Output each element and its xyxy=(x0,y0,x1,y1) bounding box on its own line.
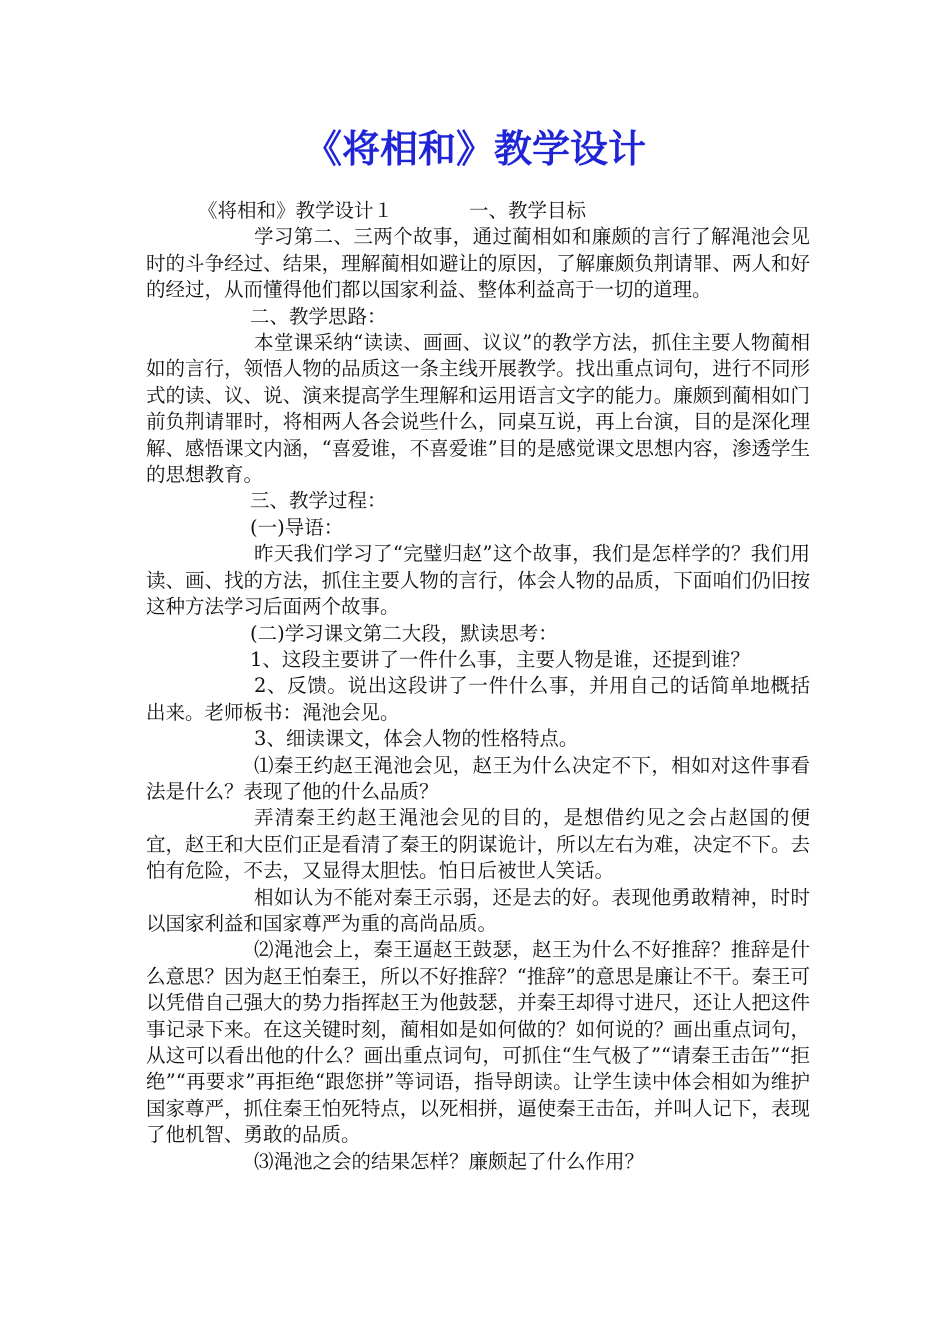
paragraph-courage: 相如认为不能对秦王示弱，还是去的好。表现他勇敢精神，时时以国家利益和国家尊严为重的高尚品质。 xyxy=(146,885,810,935)
question-1: 1、这段主要讲了一件什么事，主要人物是谁，还提到谁？ xyxy=(250,647,750,671)
section2-heading: 二、教学思路： xyxy=(250,304,387,328)
document-title: 《将相和》教学设计 xyxy=(303,127,646,171)
question-3: 3、细读课文，体会人物的性格特点。 xyxy=(254,727,579,751)
subsection-intro-heading: (一)导语： xyxy=(250,515,344,539)
question-2: 2、反馈。说出这段讲了一件什么事，并用自己的话简单地概括出来。老师板书：渑池会见。 xyxy=(146,674,810,724)
section3-heading: 三、教学过程： xyxy=(250,489,387,513)
document-body xyxy=(146,198,810,1175)
section1-heading: 一、教学目标 xyxy=(469,199,587,222)
point-1: ⑴秦王约赵王渑池会见，赵王为什么决定不下，相如对这件事看法是什么？表现了他的什么品质？ xyxy=(146,753,810,803)
paragraph-approach: 本堂课采纳“读读、画画、议议”的教学方法，抓住主要人物蔺相如的言行，领悟人物的品质这一条主线开展教学。找出重点词句，进行不同形式的读、议、说、演来提高学生理解和运用语言文字的能力。廉颇到蔺相如门前负荆请罪时，将相两人各会说些什么，同桌互说，再上台演，目的是深化理解、感悟课文内涵，“喜爱谁，不喜爱谁”目的是感觉课文思想内容，渗透学生的思想教育。 xyxy=(146,331,810,487)
paragraph-objectives: 学习第二、三两个故事，通过蔺相如和廉颇的言行了解渑池会见时的斗争经过、结果，理解蔺相如避让的原因，了解廉颇负荆请罪、两人和好的经过，从而懂得他们都以国家利益、整体利益高于一切的道理。 xyxy=(146,225,810,302)
point-3: ⑶渑池之会的结果怎样？廉颇起了什么作用？ xyxy=(254,1149,645,1173)
subsection-study-heading: (二)学习课文第二大段，默读思考： xyxy=(250,621,558,645)
paragraph-intro: 昨天我们学习了“完璧归赵”这个故事，我们是怎样学的？我们用读、画、找的方法，抓住主要人物的言行，体会人物的品质，下面咱们仍旧按这种方法学习后面两个故事。 xyxy=(146,542,810,619)
point-2: ⑵渑池会上，秦王逼赵王鼓瑟，赵王为什么不好推辞？推辞是什么意思？因为赵王怕秦王，所以不好推辞？“推辞”的意思是廉让不干。秦王可以凭借自己强大的势力指挥赵王为他鼓瑟，并秦王却得寸进尺，还让人把这件事记录下来。在这关键时刻，蔺相如是如何做的？如何说的？画出重点词句，从这可以看出他的什么？画出重点词句，可抓住“生气极了”“请秦王击缶”“拒绝”“再要求”再拒绝“跟您拼”等词语，指导朗读。让学生读中体会相如为维护国家尊严，抓住秦王怕死特点，以死相拼，逼使秦王击缶，并叫人记下，表现了他机智、勇敢的品质。 xyxy=(146,938,810,1147)
paragraph-purpose: 弄清秦王约赵王渑池会见的目的，是想借约见之会占赵国的便宜，赵王和大臣们正是看清了秦王的阴谋诡计，所以左右为难，决定不下。去怕有危险，不去，又显得太胆怯。怕日后被世人笑话。 xyxy=(146,806,810,883)
intro-line xyxy=(146,198,810,224)
intro-label: 《将相和》教学设计１ xyxy=(198,199,394,222)
